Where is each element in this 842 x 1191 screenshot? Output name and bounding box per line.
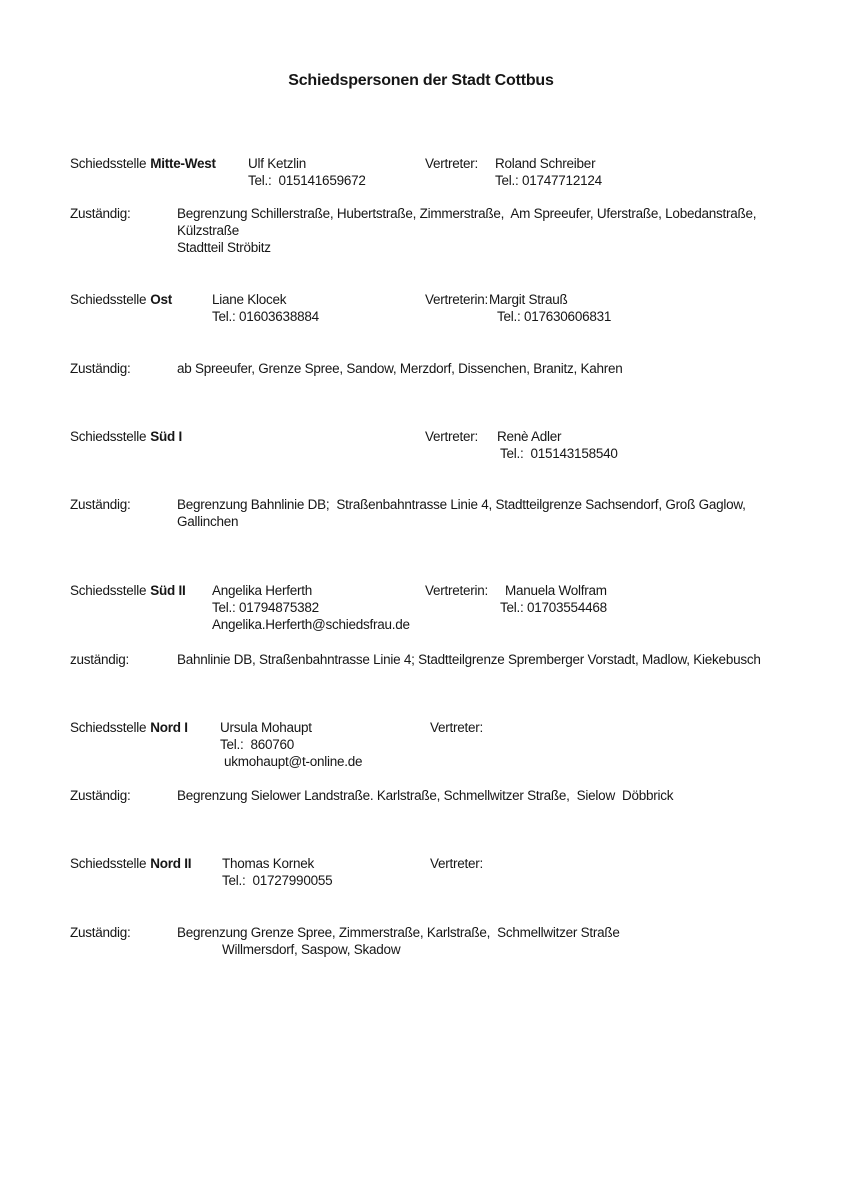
deputy-name: Margit Strauß: [489, 292, 568, 307]
responsibility-label: Zuständig:: [70, 925, 131, 940]
responsibility-line: Bahnlinie DB, Straßenbahntrasse Linie 4; Stadtteilgrenze Spremberger Vorstadt, Madlow, Kiekebusch: [177, 652, 761, 667]
responsibility-label: Zuständig:: [70, 497, 131, 512]
deputy-label: Vertreter:: [430, 720, 484, 735]
office-title: [70, 582, 186, 599]
responsibility-label: Zuständig:: [70, 788, 131, 803]
office-name: Süd II: [150, 583, 186, 598]
deputy-label: Vertreterin:: [425, 292, 489, 307]
deputy-name: Roland Schreiber: [495, 156, 596, 171]
deputy-tel: Tel.: 01703554468: [500, 600, 607, 615]
deputy-name: Manuela Wolfram: [505, 583, 607, 598]
responsibility-label: Zuständig:: [70, 361, 131, 376]
person-email: ukmohaupt@t-online.de: [224, 754, 363, 769]
office-title: [70, 155, 216, 172]
office-label: Schiedsstelle: [70, 856, 147, 871]
office-name: Ost: [150, 292, 173, 307]
responsibility-line: ab Spreeufer, Grenze Spree, Sandow, Merzdorf, Dissenchen, Branitz, Kahren: [177, 361, 623, 376]
deputy-label: Vertreterin:: [425, 583, 489, 598]
person-tel: Tel.: 015141659672: [248, 173, 366, 188]
deputy-label: Vertreter:: [430, 856, 484, 871]
person-tel: Tel.: 01794875382: [212, 600, 319, 615]
office-name: Nord II: [150, 856, 192, 871]
deputy-label: Vertreter:: [425, 429, 479, 444]
person-tel: Tel.: 01727990055: [222, 873, 333, 888]
responsibility-line: Begrenzung Bahnlinie DB; Straßenbahntrasse Linie 4, Stadtteilgrenze Sachsendorf, Groß Gaglow,: [177, 497, 746, 512]
office-label: Schiedsstelle: [70, 292, 147, 307]
deputy-tel: Tel.: 01747712124: [495, 173, 602, 188]
office-title: [70, 428, 182, 445]
person-name: Liane Klocek: [212, 292, 287, 307]
person-tel: Tel.: 860760: [220, 737, 295, 752]
office-label: Schiedsstelle: [70, 429, 147, 444]
office-title: [70, 291, 172, 308]
deputy-tel: Tel.: 015143158540: [500, 446, 618, 461]
office-title: [70, 855, 191, 872]
responsibility-line: Begrenzung Sielower Landstraße. Karlstraße, Schmellwitzer Straße, Sielow Döbbrick: [177, 788, 674, 803]
person-name: Ulf Ketzlin: [248, 156, 307, 171]
office-name: Mitte-West: [150, 156, 216, 171]
person-name: Ursula Mohaupt: [220, 720, 312, 735]
office-label: Schiedsstelle: [70, 156, 147, 171]
responsibility-line: Begrenzung Grenze Spree, Zimmerstraße, Karlstraße, Schmellwitzer Straße: [177, 925, 620, 940]
responsibility-line: Gallinchen: [177, 514, 239, 529]
responsibility-line: Begrenzung Schillerstraße, Hubertstraße, Zimmerstraße, Am Spreeufer, Uferstraße, Lobedanstraße,: [177, 206, 757, 221]
responsibility-line: Külzstraße: [177, 223, 240, 238]
person-name: Thomas Kornek: [222, 856, 315, 871]
deputy-name: Renè Adler: [497, 429, 562, 444]
responsibility-line: Willmersdorf, Saspow, Skadow: [222, 942, 401, 957]
office-name: Süd I: [150, 429, 183, 444]
responsibility-line: Stadtteil Ströbitz: [177, 240, 271, 255]
deputy-label: Vertreter:: [425, 156, 479, 171]
responsibility-label: Zuständig:: [70, 206, 131, 221]
person-tel: Tel.: 01603638884: [212, 309, 319, 324]
responsibility-label: zuständig:: [70, 652, 130, 667]
office-label: Schiedsstelle: [70, 720, 147, 735]
office-label: Schiedsstelle: [70, 583, 147, 598]
person-email: Angelika.Herferth@schiedsfrau.de: [212, 617, 410, 632]
page-title: Schiedspersonen der Stadt Cottbus: [288, 72, 554, 89]
office-name: Nord I: [150, 720, 188, 735]
person-name: Angelika Herferth: [212, 583, 313, 598]
office-title: [70, 719, 188, 736]
deputy-tel: Tel.: 017630606831: [497, 309, 612, 324]
